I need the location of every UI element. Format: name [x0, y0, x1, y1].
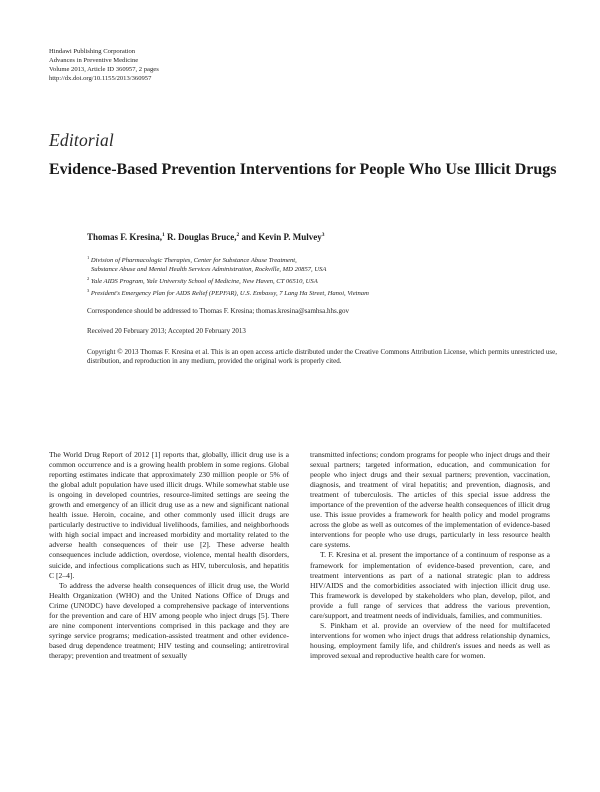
doi-link[interactable]: http://dx.doi.org/10.1155/2013/360957 [49, 75, 152, 82]
author-list [87, 232, 324, 242]
author-name: Thomas F. Kresina, [87, 232, 163, 242]
body-paragraph: To address the adverse health consequences of illicit drug use, the World Health Organization (WHO) and the United Nations Office of Drugs and Crime (UNODC) have developed a comprehensive package of interventions for the prevention and care of HIV among people who inject drugs [5]. There are nine component interventions comprised in this package and they are syringe service programs; medication-assisted treatment and other evidence-based drug dependence treatment; HIV testing and counseling; antiretroviral therapy; prevention and treatment of sexually [49, 580, 289, 660]
received-dates: Received 20 February 2013; Accepted 20 February 2013 [87, 327, 246, 335]
affiliation-item: $^3$ President's Emergency Plan for AIDS Relief (PEPFAR), U.S. Embassy, 7 Lang Ha Street, Hanoi, Vietnam [87, 288, 369, 298]
affiliation-list [87, 253, 557, 299]
body-paragraph: The World Drug Report of 2012 [1] reports that, globally, illicit drug use is a common occurrence and is a growing health problem in some regions. Global reporting estimates indicate that approximately 230 million people or 5% of the global adult population have used illicit drugs. While somewhat stable use is ongoing in developed countries, resource-limited settings are seeing the growth and emergency of an illicit drug use as a new and significant national health issue. Heroin, cocaine, and other commonly used illicit drugs are particularly destructive to individual livelihoods, families, and neighborhoods with high social impact and increased morbidity and mortality related to the adverse health consequences of their use [2]. These adverse health consequences include addiction, overdose, violence, mental health disorders, suicide, and infectious complications such as HIV, tuberculosis, and hepatitis C [2–4]. [49, 450, 289, 580]
article-title: Evidence-Based Prevention Interventions for People Who Use Illicit Drugs [49, 161, 557, 178]
journal-name: Advances in Preventive Medicine [49, 57, 139, 64]
affiliation-item: $^2$ Yale AIDS Program, Yale University School of Medicine, New Haven, CT 06510, USA [87, 276, 318, 286]
journal-masthead [49, 47, 159, 83]
body-paragraph: S. Pinkham et al. provide an overview of the need for multifaceted interventions for women who inject drugs that address relationship dynamics, housing, employment family life, and children's issues and needs as well as improved sexual and reproductive health care for women. [310, 620, 550, 660]
body-paragraph: T. F. Kresina et al. present the importance of a continuum of response as a framework for implementation of evidence-based prevention, care, and treatment interventions as part of a national strategic plan to address HIV/AIDS and the comorbidities associated with injection illicit drug use. This framework is developed by stakeholders who plan, develop, pilot, and provide a full range of services that address the various prevention, care/support, and treatment needs of individuals, families, and communities. [310, 550, 550, 620]
volume-info: Volume 2013, Article ID 360957, 2 pages [49, 66, 159, 73]
body-column-left [49, 450, 289, 661]
author-sup: 3 [321, 232, 325, 238]
section-label: Editorial [49, 130, 114, 150]
body-column-right [310, 450, 550, 661]
publisher-name: Hindawi Publishing Corporation [49, 48, 136, 55]
copyright-notice: Copyright © 2013 Thomas F. Kresina et al. This is an open access article distributed under the Creative Commons Attribution License, which permits unrestricted use, distribution, and reproduction in any medium, provided the original work is properly cited. [87, 348, 557, 366]
correspondence: Correspondence should be addressed to Thomas F. Kresina; thomas.kresina@samhsa.hhs.gov [87, 307, 349, 315]
author-name: R. Douglas Bruce, [164, 232, 237, 242]
author-name: and Kevin P. Mulvey [239, 232, 322, 242]
author-sup: 1 [162, 232, 165, 238]
body-paragraph: transmitted infections; condom programs for people who inject drugs and their sexual partners; targeted information, education, and communication for people who inject drugs and their sexual partners; prevention, vaccination, diagnosis, and treatment of viral hepatitis; and prevention, diagnosis, and treatment of tuberculosis. The articles of this special issue address the importance of the prevention of the adverse health consequences of illicit drug use. This issue provides a framework for health policy and model programs across the globe as well as outcomes of the implementation of evidence-based interventions for people who use drugs, particularly in less resource health care systems. [310, 450, 550, 550]
affiliation-item-continued: Substance Abuse and Mental Health Services Administration, Rockville, MD 20857, USA [91, 266, 327, 274]
affiliation-item: $^1$ Division of Pharmacologic Therapies, Center for Substance Abuse Treatment, [87, 255, 297, 265]
author-sup: 2 [236, 232, 240, 238]
